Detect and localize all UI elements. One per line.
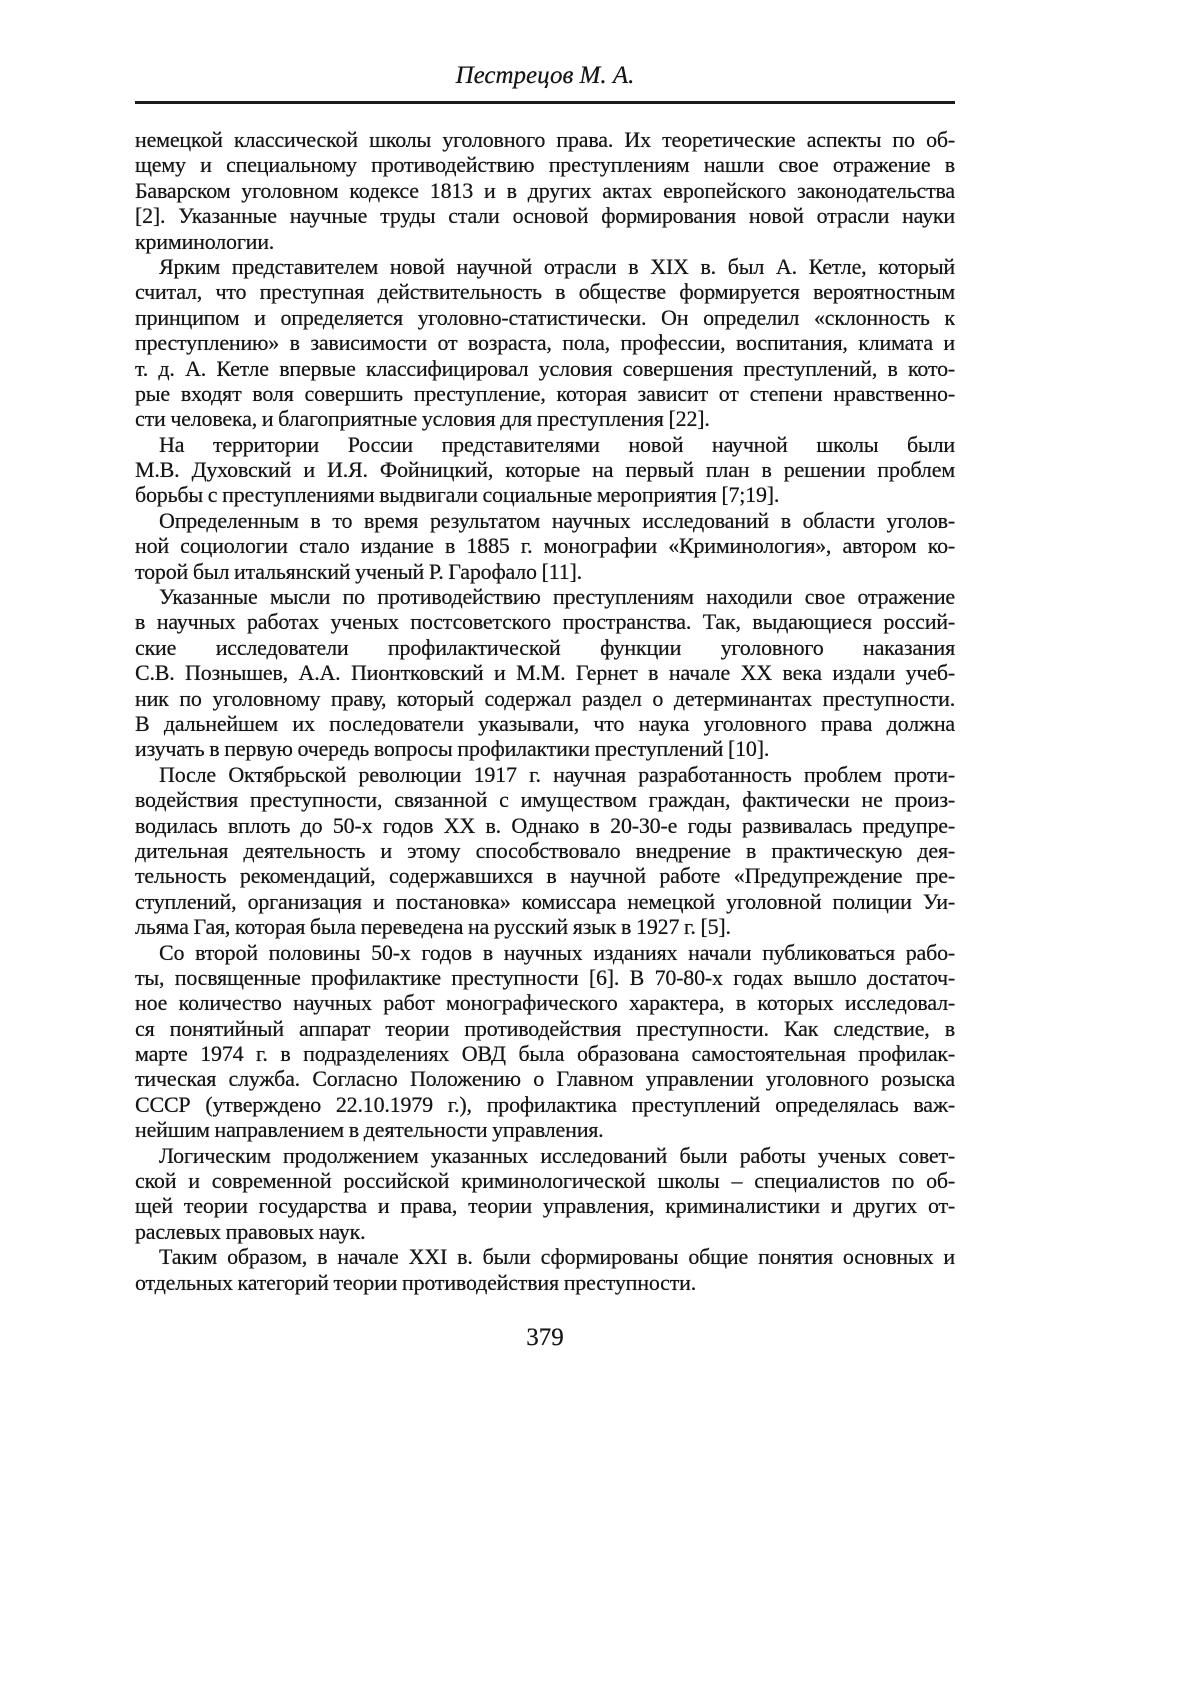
text-line: М.В. Духовский и И.Я. Фойницкий, которые на первый план в решении проблем [135,457,955,483]
text-line: торой был итальянский ученый Р. Гарофало [11]. [135,558,582,584]
paragraph [135,508,955,584]
text-line: ник по уголовному праву, который содержал раздел о детерминантах преступности. [135,685,955,711]
text-line: водействия преступности, связанной с имуществом граждан, фактически не произ- [135,787,955,813]
page-number: 379 [526,1324,564,1351]
text-line: Логическим продолжением указанных исследований были работы ученых совет- [159,1142,955,1168]
text-line: ской и современной российской криминологической школы – специалистов по об- [135,1168,955,1194]
text-line: в научных работах ученых постсоветского пространства. Так, выдающиеся россий- [135,609,955,635]
running-header: Пестрецов М. А. [455,62,635,89]
text-line: сти человека, и благоприятные условия для преступления [22]. [135,406,710,432]
paragraph [135,1143,955,1245]
text-line: В дальнейшем их последователи указывали, что наука уголовного права должна [135,710,955,736]
text-line: ное количество научных работ монографического характера, в которых исследовал- [135,990,955,1016]
text-line: На территории России представителями новой научной школы были [159,431,955,457]
text-line: нейшим направлением в деятельности управления. [135,1117,604,1143]
text-line: ские исследователи профилактической функции уголовного наказания [135,634,955,660]
text-line: считал, что преступная действительность в обществе формируется вероятностным [135,279,955,305]
paragraph [135,1244,955,1295]
page-body [135,127,955,1295]
text-line: немецкой классической школы уголовного права. Их теоретические аспекты по об- [135,127,955,152]
text-line: изучать в первую очередь вопросы профилактики преступлений [10]. [135,736,770,762]
text-line: рые входят воля совершить преступление, которая зависит от степени нравственно- [135,380,955,406]
text-line: Таким образом, в начале XXI в. были сформированы общие понятия основных и [159,1244,955,1270]
text-line: марте 1974 г. в подразделениях ОВД была образована самостоятельная профилак- [135,1041,955,1067]
paragraph [135,432,955,508]
text-line: Баварском уголовном кодексе 1813 и в других актах европейского законодательства [135,177,955,203]
text-line: Указанные мысли по противодействию преступлениям находили свое отражение [159,584,955,610]
text-line: т. д. А. Кетле впервые классифицировал условия совершения преступлений, в кото- [135,355,955,381]
text-line: преступлению» в зависимости от возраста, пола, профессии, воспитания, климата и [135,330,955,356]
text-line: ной социологии стало издание в 1885 г. монографии «Криминология», автором ко- [135,533,955,559]
text-line: отдельных категорий теории противодействия преступности. [135,1269,697,1295]
text-line: раслевых правовых наук. [135,1218,366,1244]
text-line: борьбы с преступлениями выдвигали социальные мероприятия [7;19]. [135,482,780,508]
text-line: ступлений, организация и постановка» комиссара немецкой уголовной полиции Уи- [135,888,955,914]
text-line: Определенным в то время результатом научных исследований в области уголов- [159,507,955,533]
text-line: ся понятийный аппарат теории противодействия преступности. Как следствие, в [135,1015,955,1041]
paragraph [135,940,955,1143]
text-line: Ярким представителем новой научной отрасли в XIX в. был А. Кетле, который [159,253,955,279]
text-line: щему и специальному противодействию преступлениям нашли свое отражение в [135,152,955,178]
text-line: С.В. Познышев, А.А. Пионтковский и М.М. Гернет в начале XX века издали учеб- [135,660,955,686]
text-line: [2]. Указанные научные труды стали основой формирования новой отрасли науки [135,203,955,229]
text-line: дительная деятельность и этому способствовало внедрение в практическую дея- [135,837,955,863]
text-line: тельность рекомендаций, содержавшихся в научной работе «Предупреждение пре- [135,863,955,889]
paragraph [135,584,955,762]
text-line: водилась вплоть до 50-х годов XX в. Однако в 20-30-е годы развивалась предупре- [135,812,955,838]
text-line: Со второй половины 50-х годов в научных изданиях начали публиковаться рабо- [159,939,955,965]
text-line: тическая служба. Согласно Положению о Главном управлении уголовного розыска [135,1066,955,1092]
paragraph [135,762,955,940]
text-line: После Октябрьской революции 1917 г. научная разработанность проблем проти- [159,761,955,787]
text-line: ты, посвященные профилактике преступности [6]. В 70-80-х годах вышло достаточ- [135,964,955,990]
header-rule [135,101,955,104]
text-line: щей теории государства и права, теории управления, криминалистики и других от- [135,1193,955,1219]
text-line: СССР (утверждено 22.10.1979 г.), профилактика преступлений определялась важ- [135,1091,955,1117]
text-line: льяма Гая, которая была переведена на русский язык в 1927 г. [5]. [135,914,731,940]
text-line: принципом и определяется уголовно-статистически. Он определил «склонность к [135,304,955,330]
paragraph [135,254,955,432]
text-line: криминологии. [135,228,275,254]
paragraph [135,127,955,254]
